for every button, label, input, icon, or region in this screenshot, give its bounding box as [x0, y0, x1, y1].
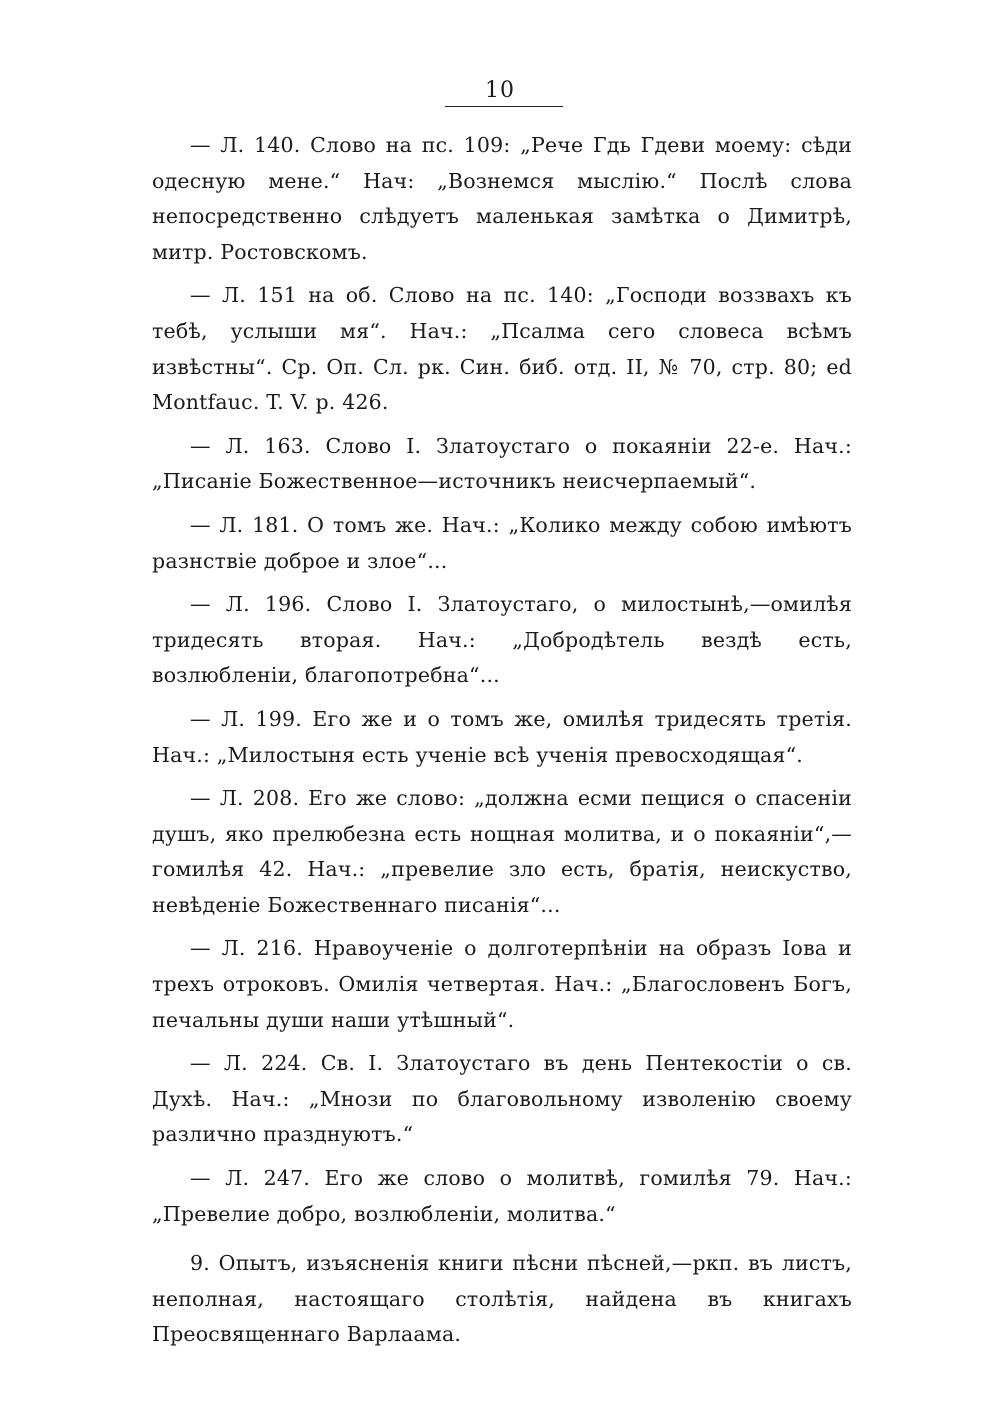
- page-number: 10: [485, 78, 515, 103]
- entry-l199: — Л. 199. Его же и о томъ же, омилѣя тридесять третія. Нач.: „Милостыня есть ученіе всѣ ученія превосходящая“.: [152, 706, 852, 767]
- body-text: [152, 128, 852, 1361]
- entry-l224: — Л. 224. Св. I. Златоустаго въ день Пентекостіи о св. Духѣ. Нач.: „Мнози по благовольному изволенію своему различно празднуютъ.“: [152, 1051, 852, 1147]
- entry-l208: — Л. 208. Его же слово: „должна есми пещися о спасеніи душъ, яко прелюбезна есть нощная молитва, и о покаяніи“,—гомилѣя 42. Нач.: „превелие зло есть, братія, неискуство, невѣденіе Божественнаго писанія“...: [152, 786, 852, 917]
- entry-l140: — Л. 140. Слово на пс. 109: „Рече Гдь Гдеви моему: сѣди одесную мене.“ Нач: „Вознемся мыслію.“ Послѣ слова непосредственно слѣдуетъ маленькая замѣтка о Димитрѣ, митр. Ростовскомъ.: [152, 133, 852, 264]
- entry-l196: — Л. 196. Слово I. Златоустаго, о милостынѣ,—омилѣя тридесять вторая. Нач.: „Добродѣтель вездѣ есть, возлюбленіи, благопотребна“...: [152, 592, 852, 688]
- entry-l247: — Л. 247. Его же слово о молитвѣ, гомилѣя 79. Нач.: „Превелие добро, возлюбленіи, молитва.“: [152, 1166, 852, 1226]
- entry-l216: — Л. 216. Нравоученіе о долготерпѣніи на образъ Іова и трехъ отроковъ. Омилія четвертая. Нач.: „Благословенъ Богъ, печальны души наши утѣшный“.: [152, 936, 852, 1032]
- entry-l163: — Л. 163. Слово I. Златоустаго о покаяніи 22-е. Нач.: „Писаніе Божественное—источникъ неисчерпаемый“.: [152, 433, 852, 494]
- page-number-rule: [445, 106, 563, 107]
- item-9-paragraph: 9. Опытъ, изъясненія книги пѣсни пѣсней,—ркп. въ листъ, неполная, настоящаго столѣтія, найдена въ книгахъ Преосвященнаго Варлаама.: [152, 1251, 852, 1347]
- entry-l181: — Л. 181. О томъ же. Нач.: „Колико между собою имѣютъ разнствіе доброе и злое“...: [152, 512, 852, 573]
- entry-l151: — Л. 151 на об. Слово на пс. 140: „Господи воззвахъ къ тебѣ, услыши мя“. Нач.: „Псалма сего словеса всѣмъ извѣстны“. Ср. Оп. Сл. рк. Син. биб. отд. II, № 70, стр. 80; ed Montfauc. T. V. p. 426.: [152, 283, 852, 415]
